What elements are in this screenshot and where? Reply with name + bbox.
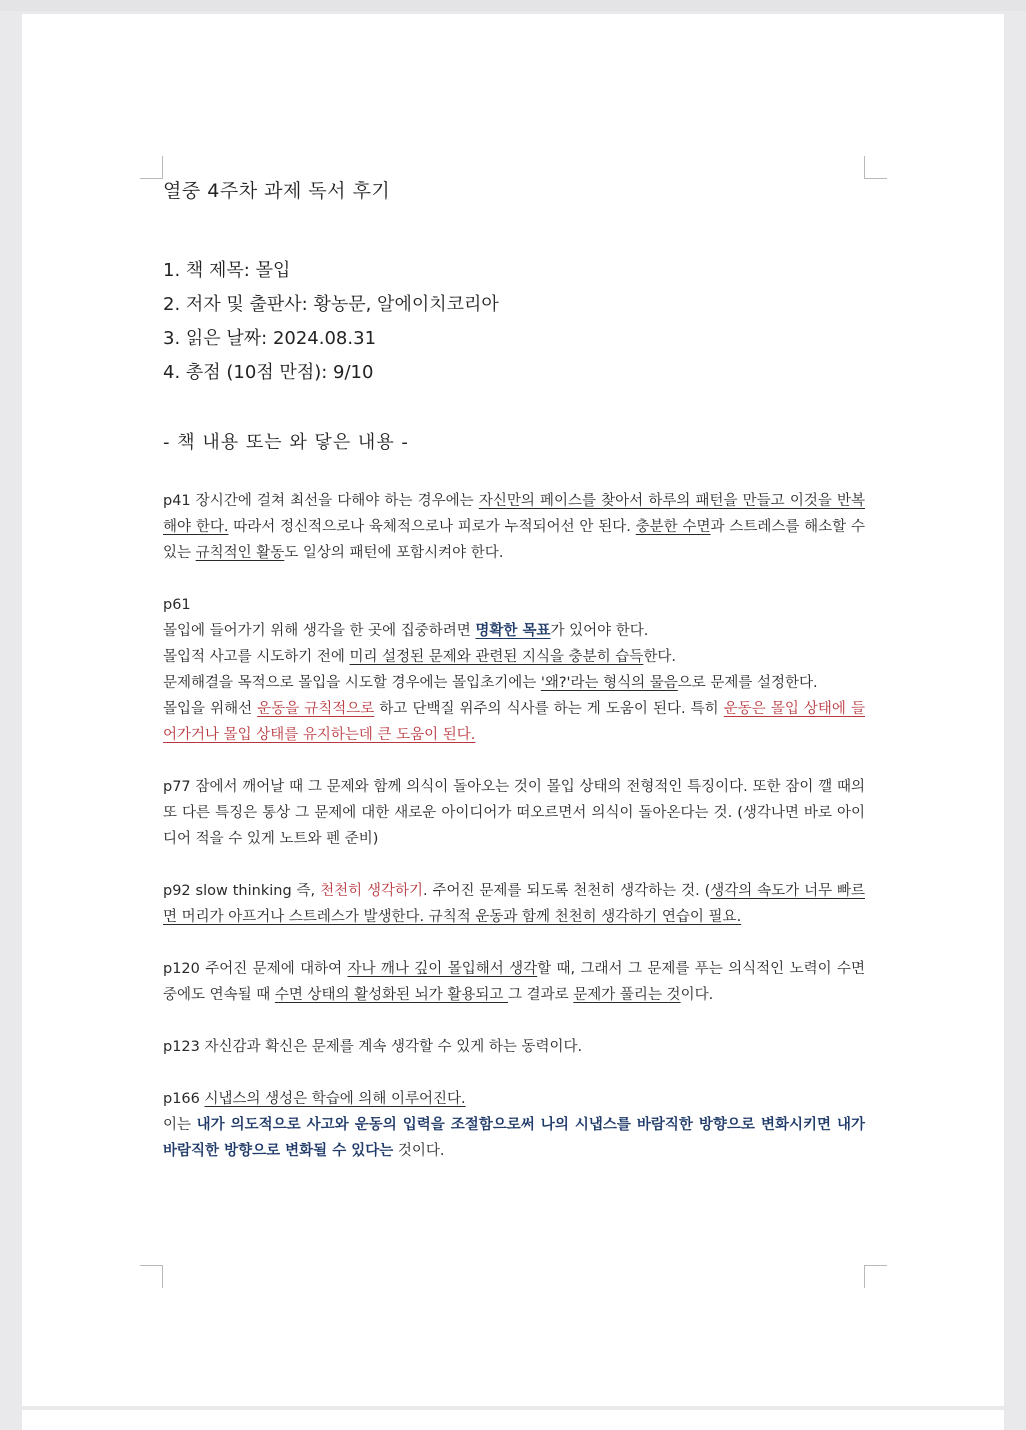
- note-p166: [163, 1086, 865, 1164]
- note-p166-line-2: 이는 내가 의도적으로 사고와 운동의 입력을 조절함으로써 나의 시냅스를 바람직한 방향으로 변화시키면 내가 바람직한 방향으로 변화될 수 있다는 것이다.: [163, 1117, 866, 1159]
- margin-mark-top-left: [140, 156, 163, 179]
- read-date-item: 3. 읽은 날짜: 2024.08.31: [163, 328, 377, 349]
- note-p123: p123 자신감과 확신은 문제를 계속 생각할 수 있게 하는 동력이다.: [163, 1039, 583, 1055]
- note-p61-line-1: 몰입에 들어가기 위해 생각을 한 곳에 집중하려면 명확한 목표가 있어야 한다.: [163, 623, 649, 639]
- book-info-list: [163, 257, 499, 393]
- margin-mark-top-right: [864, 156, 887, 179]
- note-p61-line-4: 몰입을 위해선 운동을 규칙적으로 하고 단백질 위주의 식사를 하는 게 도움이 된다. 특히 운동은 몰입 상태에 들어가거나 몰입 상태를 유지하는데 큰 도움이 된다.: [163, 701, 865, 743]
- author-publisher-item: 2. 저자 및 출판사: 황농문, 알에이치코리아: [163, 294, 499, 315]
- book-title-item: 1. 책 제목: 몰입: [163, 260, 291, 281]
- next-page-edge: [22, 1410, 1004, 1430]
- viewer-top-strip: [0, 0, 1026, 11]
- note-p77: p77 잠에서 깨어날 때 그 문제와 함께 의식이 돌아오는 것이 몰입 상태의 전형적인 특징이다. 또한 잠이 깰 때의 또 다른 특징은 통상 그 문제에 대한 새로운 아이디어가 떠오르면서 의식이 돌아온다는 것. (생각나면 바로 아이디어 적을 수 있게 노트와 펜 준비): [163, 779, 865, 847]
- note-p61-line-2: 몰입적 사고를 시도하기 전에 미리 설정된 문제와 관련된 지식을 충분히 습득한다.: [163, 649, 676, 665]
- note-p41: p41 장시간에 걸쳐 최선을 다해야 하는 경우에는 자신만의 페이스를 찾아서 하루의 패턴을 만들고 이것을 반복해야 한다. 따라서 정신적으로나 육체적으로나 피로가 누적되어선 안 된다. 충분한 수면과 스트레스를 해소할 수 있는 규칙적인 활동도 일상의 패턴에 포함시켜야 한다.: [163, 493, 866, 561]
- note-p61-label: p61: [163, 597, 191, 613]
- document-page: [22, 14, 1004, 1406]
- section-heading: - 책 내용 또는 와 닿은 내용 -: [163, 432, 409, 453]
- note-p92: p92 slow thinking 즉, 천천히 생각하기. 주어진 문제를 되도록 천천히 생각하는 것. (생각의 속도가 너무 빠르면 머리가 아프거나 스트레스가 발생한다. 규칙적 운동과 함께 천천히 생각하기 연습이 필요.: [163, 883, 865, 925]
- document-title: 열중 4주차 과제 독서 후기: [163, 180, 391, 202]
- margin-mark-bottom-left: [140, 1265, 163, 1288]
- note-p61: [163, 592, 865, 748]
- notes-body: [163, 488, 865, 1164]
- note-p61-line-3: 문제해결을 목적으로 몰입을 시도할 경우에는 몰입초기에는 '왜?'라는 형식의 물음으로 문제를 설정한다.: [163, 675, 818, 691]
- score-item: 4. 총점 (10점 만점): 9/10: [163, 362, 374, 383]
- margin-mark-bottom-right: [864, 1265, 887, 1288]
- note-p166-line-1: p166 시냅스의 생성은 학습에 의해 이루어진다.: [163, 1091, 466, 1107]
- note-p120: p120 주어진 문제에 대하여 자나 깨나 깊이 몰입해서 생각할 때, 그래서 그 문제를 푸는 의식적인 노력이 수면 중에도 연속될 때 수면 상태의 활성화된 뇌가 활용되고 그 결과로 문제가 풀리는 것이다.: [163, 961, 865, 1003]
